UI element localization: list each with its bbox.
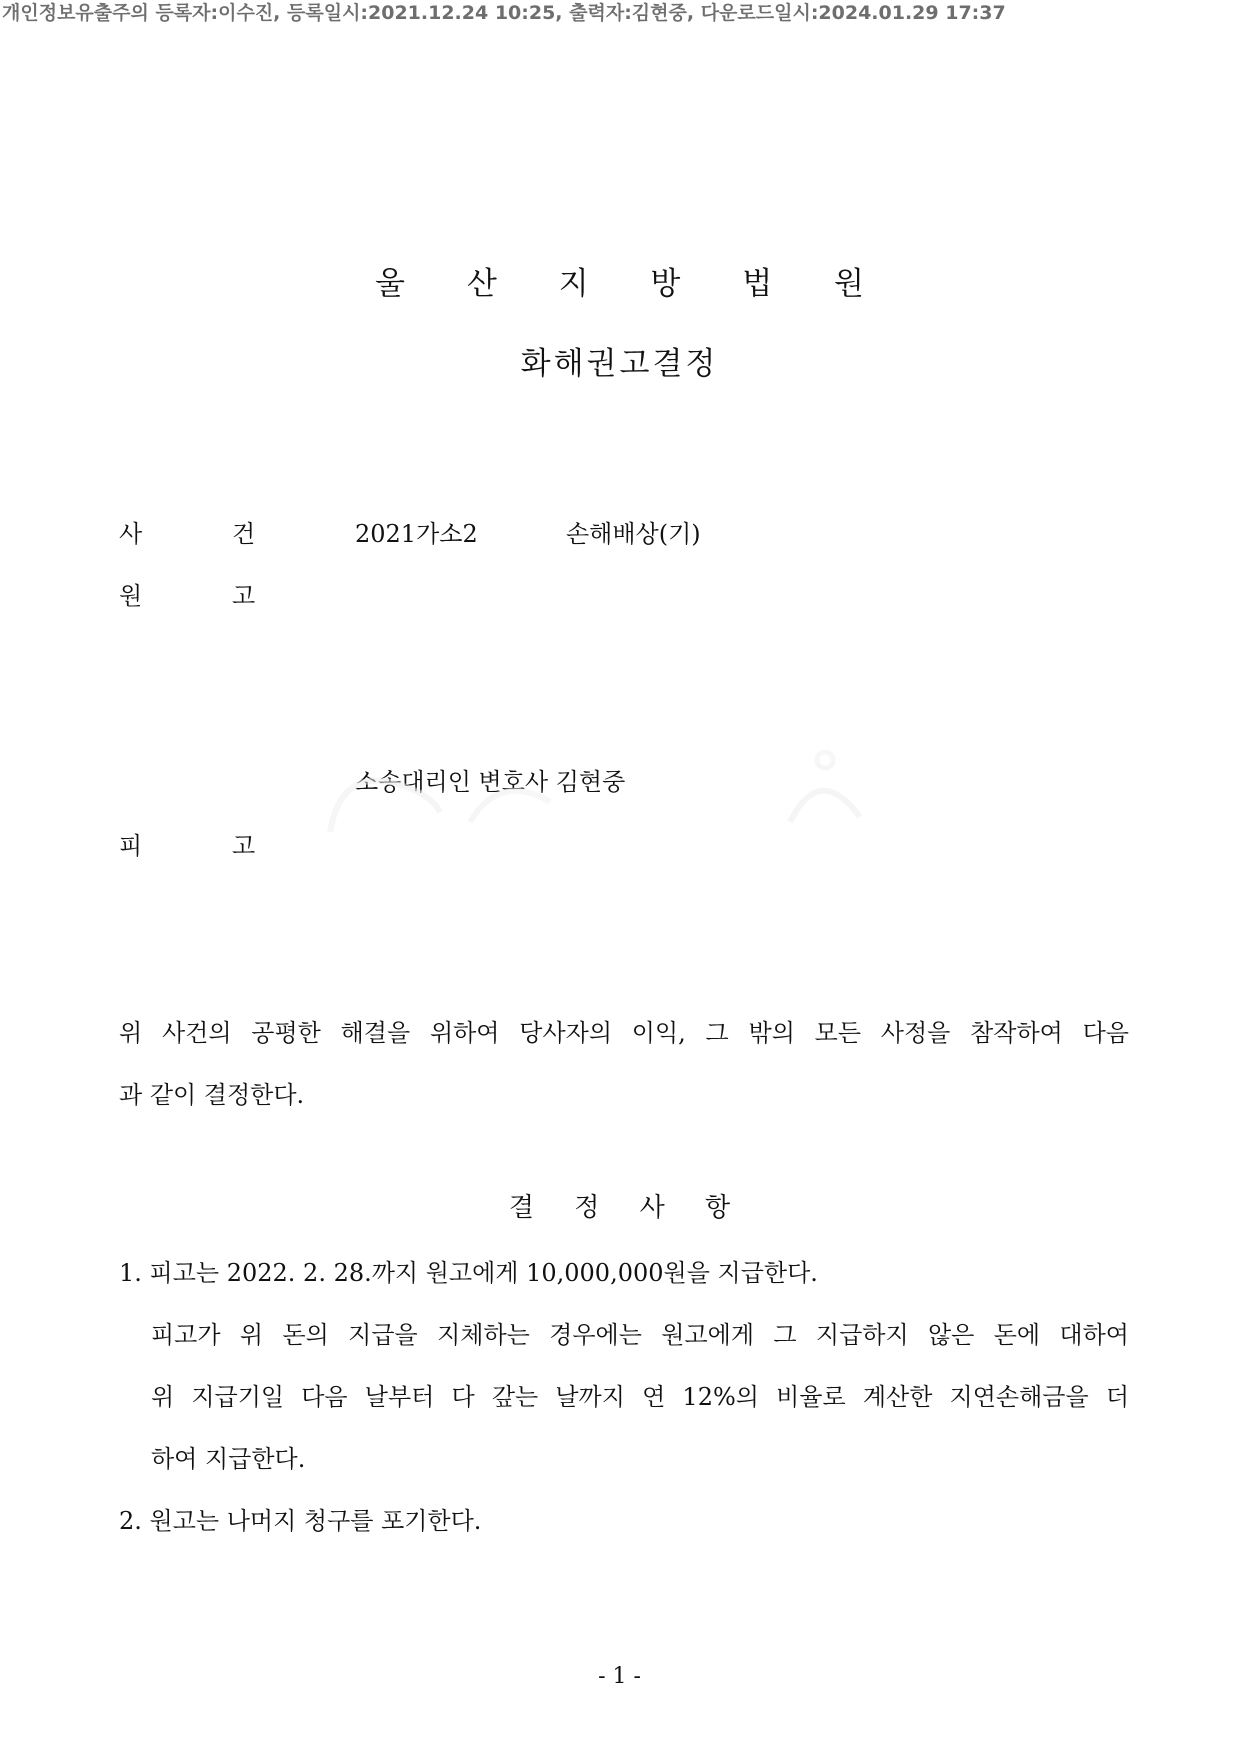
decision-item-1-line-4: 하여 지급한다. bbox=[151, 1445, 306, 1473]
plaintiff-attorney: 소송대리인 변호사 김현중 bbox=[355, 768, 626, 796]
defendant-label-char-2: 고 bbox=[232, 832, 256, 860]
decision-item-1-line-3: 위 지급기일 다음 날부터 다 갚는 날까지 연 12%의 비율로 계산한 지연손해금을 더 bbox=[151, 1383, 1129, 1411]
intro-line-1: 위 사건의 공평한 해결을 위하여 당사자의 이익, 그 밖의 모든 사정을 참작하여 다음 bbox=[119, 1019, 1129, 1047]
faint-seal-watermark bbox=[320, 752, 880, 842]
decision-item-2: 2. 원고는 나머지 청구를 포기한다. bbox=[119, 1507, 482, 1535]
plaintiff-label-char-1: 원 bbox=[119, 582, 143, 610]
court-name: 울 산 지 방 법 원 bbox=[375, 266, 890, 302]
case-label-char-2: 건 bbox=[232, 520, 256, 548]
decision-section-title: 결 정 사 항 bbox=[508, 1193, 747, 1223]
document-title: 화해권고결정 bbox=[520, 346, 719, 382]
decision-item-1-line-2: 피고가 위 돈의 지급을 지체하는 경우에는 원고에게 그 지급하지 않은 돈에 대하여 bbox=[151, 1321, 1129, 1349]
page-number: - 1 - bbox=[598, 1664, 641, 1689]
plaintiff-label-char-2: 고 bbox=[232, 582, 256, 610]
case-label-char-1: 사 bbox=[119, 520, 143, 548]
intro-line-2: 과 같이 결정한다. bbox=[119, 1081, 305, 1109]
case-number: 2021가소2 bbox=[355, 520, 478, 548]
case-name: 손해배상(기) bbox=[566, 520, 701, 548]
decision-item-1: 1. 피고는 2022. 2. 28.까지 원고에게 10,000,000원을 지급한다. bbox=[119, 1259, 818, 1287]
defendant-label-char-1: 피 bbox=[119, 832, 143, 860]
download-notice-header: 개인정보유출주의 등록자:이수진, 등록일시:2021.12.24 10:25, 출력자:김현중, 다운로드일시:2024.01.29 17:37 bbox=[2, 2, 1006, 24]
